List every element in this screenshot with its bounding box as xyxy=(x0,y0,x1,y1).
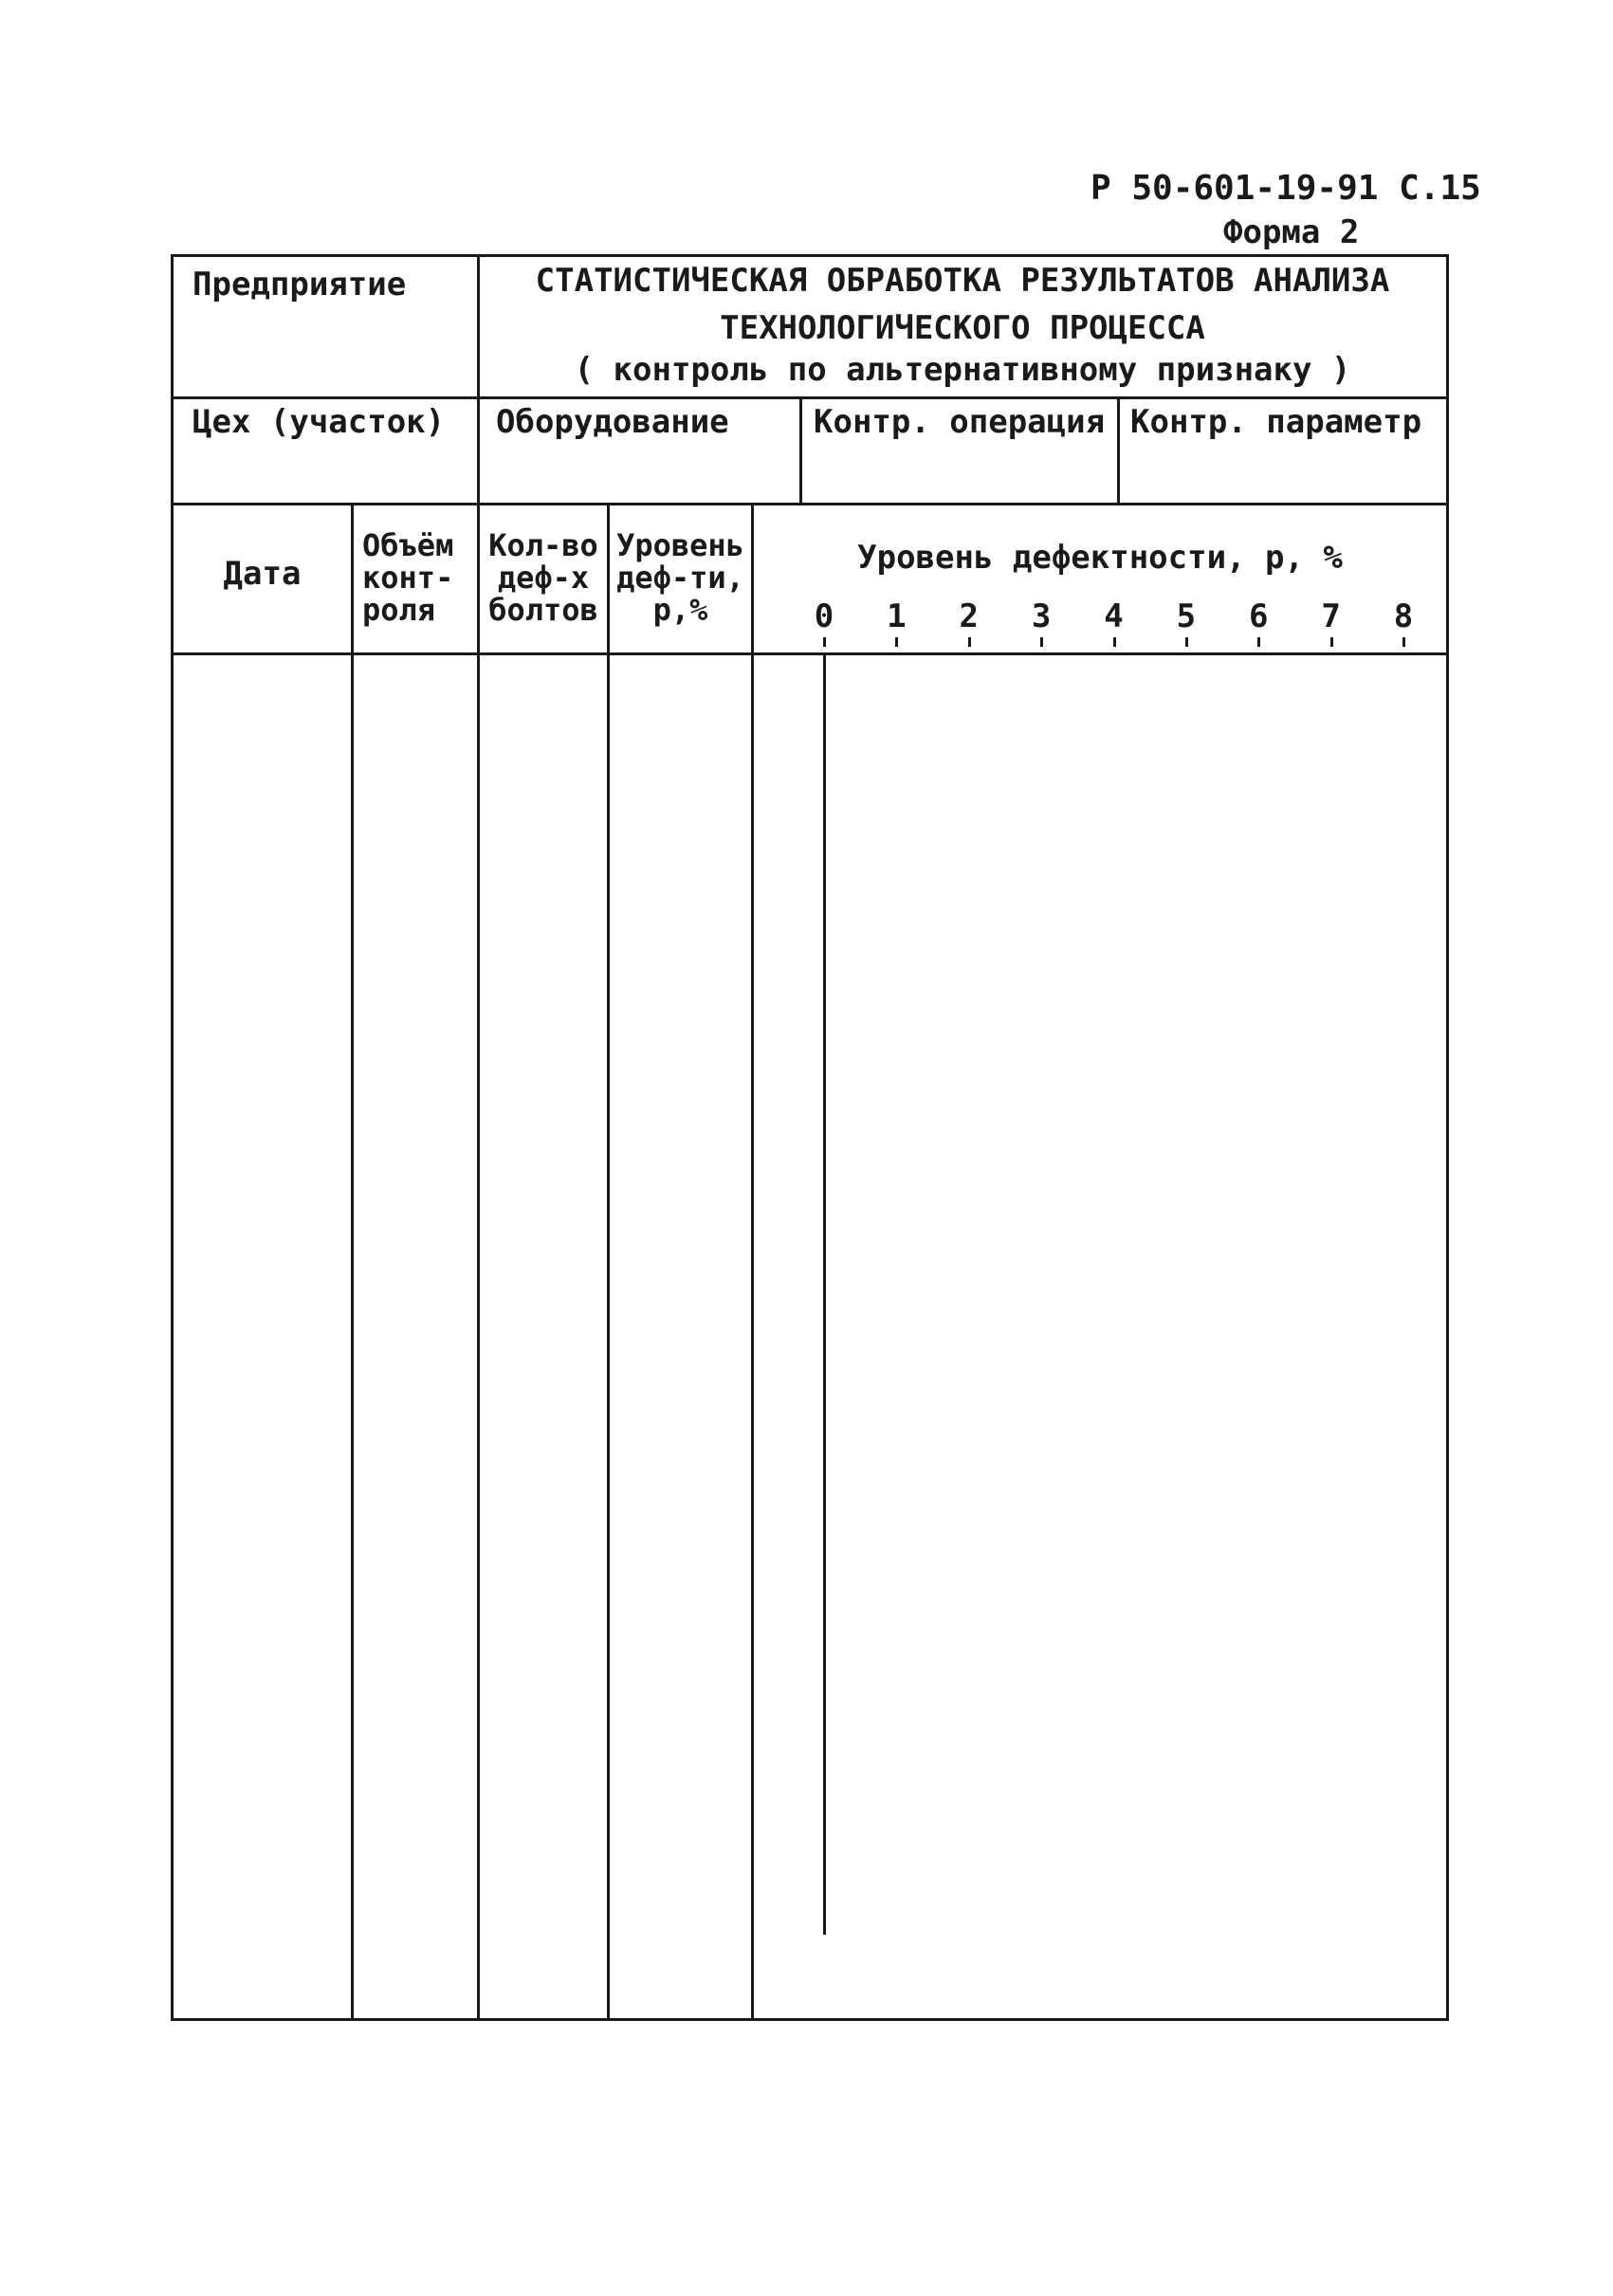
column-header-bottom-border xyxy=(171,652,1449,655)
column-count-header-line2: деф-х xyxy=(497,560,590,596)
form-title-line1: СТАТИСТИЧЕСКАЯ ОБРАБОТКА РЕЗУЛЬТАТОВ АНАЛИЗА xyxy=(535,262,1390,300)
scale-tick-mark xyxy=(1185,637,1188,647)
scale-tick-label: 7 xyxy=(1321,597,1341,635)
column-date-header: Дата xyxy=(223,555,302,593)
column-divider-volume xyxy=(477,503,480,2021)
column-level-header-line1: Уровень xyxy=(616,527,744,563)
scale-tick-label: 2 xyxy=(959,597,979,635)
scale-tick-label: 0 xyxy=(814,597,834,635)
scale-tick-mark xyxy=(1402,637,1405,647)
document-reference: Р 50-601-19-91 С.15 xyxy=(1091,169,1481,208)
scale-tick-mark xyxy=(1257,637,1260,647)
scale-zero-line xyxy=(823,652,826,1935)
table-left-border xyxy=(171,254,174,2021)
scale-tick-label: 6 xyxy=(1249,597,1269,635)
scale-title: Уровень дефектности, р, % xyxy=(857,539,1343,577)
header-divider-3 xyxy=(1117,396,1120,503)
header-divider-2 xyxy=(799,396,802,503)
column-volume-header-line1: Объём xyxy=(362,527,454,563)
column-level-header-line3: р,% xyxy=(652,592,708,628)
form-title-line2: ТЕХНОЛОГИЧЕСКОГО ПРОЦЕССА xyxy=(720,309,1205,347)
table-bottom-border xyxy=(171,2018,1449,2021)
scale-tick-label: 1 xyxy=(887,597,907,635)
column-divider-count xyxy=(607,503,610,2021)
shop-label: Цех (участок) xyxy=(192,403,446,441)
scale-tick-label: 3 xyxy=(1031,597,1052,635)
column-count-header-line3: болтов xyxy=(488,592,598,628)
scale-tick-mark xyxy=(1040,637,1043,647)
scale-tick-mark xyxy=(895,637,898,647)
column-level-header-line2: деф-ти, xyxy=(616,560,744,596)
parameter-label: Контр. параметр xyxy=(1130,403,1422,441)
scale-tick-mark xyxy=(1113,637,1116,647)
scale-tick-mark xyxy=(1330,637,1333,647)
row2-bottom-border xyxy=(171,503,1449,505)
column-volume-header-line2: конт- xyxy=(362,560,454,596)
column-divider-level xyxy=(751,503,754,2021)
equipment-label: Оборудование xyxy=(496,403,729,441)
form-title-line3: ( контроль по альтернативному признаку ) xyxy=(574,351,1351,389)
scale-tick-label: 5 xyxy=(1176,597,1197,635)
scale-tick-mark xyxy=(823,637,826,647)
form-number: Форма 2 xyxy=(1223,213,1360,251)
scale-tick-label: 4 xyxy=(1104,597,1124,635)
enterprise-label: Предприятие xyxy=(192,266,407,303)
column-divider-date xyxy=(351,503,354,2021)
scale-tick-mark xyxy=(968,637,971,647)
table-top-border xyxy=(171,254,1449,257)
column-count-header-line1: Кол-во xyxy=(488,527,598,563)
column-volume-header-line3: роля xyxy=(362,592,436,628)
table-right-border xyxy=(1446,254,1449,2021)
header-divider-1 xyxy=(477,254,480,503)
operation-label: Контр. операция xyxy=(814,403,1106,441)
scale-tick-label: 8 xyxy=(1393,597,1414,635)
row1-bottom-border xyxy=(171,396,1449,399)
